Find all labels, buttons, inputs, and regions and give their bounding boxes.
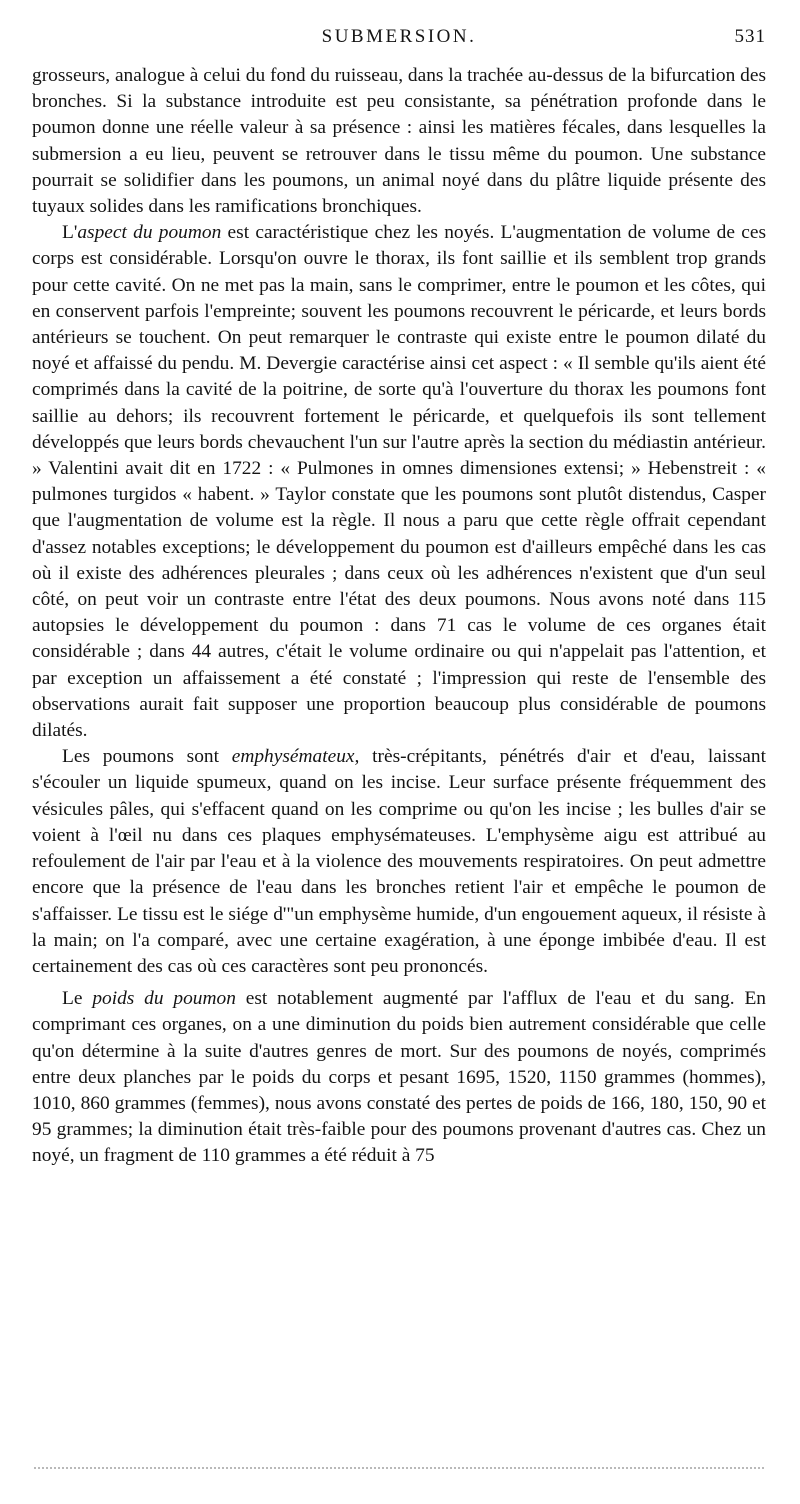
paragraph-emphysemateux [32, 744, 766, 980]
running-head [32, 26, 766, 56]
paragraph-text: L' [62, 222, 78, 244]
paragraph-text: Le [62, 988, 93, 1010]
paragraph-text: Les poumons sont [62, 746, 232, 768]
running-title: SUBMERSION. [321, 26, 477, 47]
text-body [32, 63, 766, 1170]
paragraph-text: grosseurs, analogue à celui du fond du ruisseau, dans la trachée au-dessus de la bifurcation des bronches. Si la substance introduite est peu consistante, sa pénétration profonde dans le poumon donne une réelle valeur à sa présence : ainsi les matières fécales, dans lesquelles la submersion a eu lieu, peuvent se retrouver dans le tissu même du poumon. Une substance pourrait se solidifier dans les poumons, un animal noyé dans du plâtre liquide présente des tuyaux solides dans les ramifications bronchiques. [32, 65, 766, 218]
paragraph-text: très-crépitants, pénétrés d'air et d'eau, laissant s'écouler un liquide spumeux, quand on les incise. Leur surface présente fréquemment des vésicules pâles, qui s'effacent quand on les comprime ou qu'on les incise ; les bulles d'air se voient à l'œil nu dans ces plaques emphysémateuses. L'emphysème aigu est attribué au refoulement de l'air par l'eau et à la violence des mouvements respiratoires. On peut admettre encore que la présence de l'eau dans les bronches retient l'air et empêche le poumon de s'affaisser. Le tissu est le siége d'"un emphysème humide, d'un engouement aqueux, il résiste à la main; on l'a comparé, avec une certaine exagération, à une éponge imbibée d'eau. Il est certainement des cas où ces caractères sont peu prononcés. [32, 746, 766, 977]
page-number: 531 [734, 26, 766, 47]
italic-term: aspect du poumon [77, 222, 222, 244]
paragraph-text: est caractéristique chez les noyés. L'augmentation de volume de ces corps est considérable. Lorsqu'on ouvre le thorax, ils font saillie et ils semblent trop grands pour cette cavité. On ne met pas la main, sans le comprimer, entre le poumon et les côtes, qui en conservent parfois l'empreinte; souvent les poumons recouvrent le péricarde, et leurs bords antérieurs se touchent. On peut remarquer le contraste qui existe entre le poumon dilaté du noyé et affaissé du pendu. M. Devergie caractérise ainsi cet aspect : « Il semble qu'ils aient été comprimés dans la cavité de la poitrine, de sorte qu'à l'ouverture du thorax les poumons font saillie au dehors; ils recouvrent fortement le péricarde, et quelquefois ils sont tellement développés que leurs bords chevauchent l'un sur l'autre après la section du médiastin antérieur. » Valentini avait dit en 1722 : « Pulmones in omnes dimensiones extensi; » Hebenstreit : « pulmones turgidos « habent. » Taylor constate que les poumons sont plutôt distendus, Casper que l'augmentation de volume est la règle. Il nous a paru que cette règle offrait cependant d'assez notables exceptions; le développement du poumon est d'ailleurs empêché dans les cas où il existe des adhérences pleurales ; dans ceux où les adhérences n'existent que d'un seul côté, on peut voir un contraste entre l'état des deux poumons. Nous avons noté dans 115 autopsies le développement du poumon : dans 71 cas le volume de ces organes était considérable ; dans 44 autres, c'était le volume ordinaire ou qui n'appelait pas l'attention, et par exception un affaissement a été constaté ; l'impression qui reste de l'ensemble des observations aurait fait supposer une proportion beaucoup plus considérable de poumons dilatés. [32, 222, 766, 742]
italic-term: poids du poumon [92, 988, 236, 1010]
paragraph-continuation [32, 63, 766, 220]
paragraph-aspect-du-poumon [32, 220, 766, 744]
paragraph-poids-du-poumon [32, 986, 766, 1169]
paragraph-text: est notablement augmenté par l'afflux de l'eau et du sang. En comprimant ces organes, on a une diminution du poids bien autrement considérable que celle qu'on détermine à la suite d'autres genres de mort. Sur des poumons de noyés, comprimés entre deux planches par le poids du corps et pesant 1695, 1520, 1150 grammes (hommes), 1010, 860 grammes (femmes), nous avons constaté des pertes de poids de 166, 180, 150, 90 et 95 grammes; la diminution était très-faible pour des poumons provenant d'autres cas. Chez un noyé, un fragment de 110 grammes a été réduit à 75 [32, 988, 766, 1167]
italic-term: emphysémateux, [231, 746, 360, 768]
bottom-dotted-rule [34, 1467, 764, 1469]
